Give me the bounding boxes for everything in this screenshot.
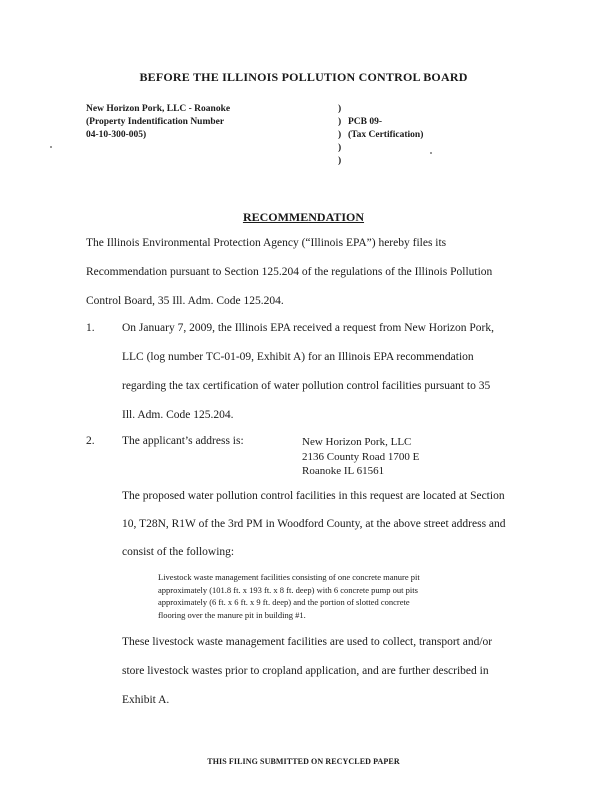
case-type: (Tax Certification) (348, 130, 424, 140)
facility-description (158, 571, 420, 621)
location-line: consist of the following: (122, 546, 235, 558)
item1-line: regarding the tax certification of water pollution control facilities pursuant to 35 (122, 380, 491, 392)
caption-party-line: New Horizon Pork, LLC - Roanoke (86, 104, 231, 114)
caption-party-line: (Property Indentification Number (86, 117, 225, 127)
location-line: The proposed water pollution control facilities in this request are located at Section (122, 490, 505, 502)
closing-line: store livestock wastes prior to cropland application, and are further described in (122, 665, 489, 677)
facility-line: approximately (6 ft. x 6 ft. x 9 ft. deep) and the portion of slotted concrete (158, 597, 410, 607)
facility-line: Livestock waste management facilities consisting of one concrete manure pit (158, 572, 420, 582)
scan-speck (430, 152, 432, 154)
address-label: The applicant’s address is: (122, 435, 244, 447)
section-heading: RECOMMENDATION (242, 210, 365, 224)
scan-speck (50, 146, 52, 148)
facility-line: approximately (101.8 ft. x 193 ft. x 8 ft. deep) with 6 concrete pump out pits (158, 584, 418, 595)
item-number: 2. (86, 435, 95, 447)
item1-line: Ill. Adm. Code 125.204. (122, 409, 234, 421)
address-line: New Horizon Pork, LLC (302, 436, 412, 448)
applicant-address (302, 435, 419, 479)
intro-line: The Illinois Environmental Protection Agency (“Illinois EPA”) hereby files its (86, 237, 447, 249)
caption-party-line: 04-10-300-005) (86, 130, 147, 140)
footer-note: THIS FILING SUBMITTED ON RECYCLED PAPER (207, 757, 400, 766)
intro-line: Control Board, 35 Ill. Adm. Code 125.204. (86, 295, 284, 307)
case-number: PCB 09- (348, 117, 383, 127)
intro-line: Recommendation pursuant to Section 125.204 of the regulations of the Illinois Pollution (86, 266, 493, 278)
caption-paren: ) (338, 143, 342, 153)
address-line: Roanoke IL 61561 (302, 465, 385, 477)
item1-line: On January 7, 2009, the Illinois EPA received a request from New Horizon Pork, (122, 322, 494, 334)
document-title: BEFORE THE ILLINOIS POLLUTION CONTROL BOARD (139, 70, 468, 84)
case-caption-party (86, 103, 230, 142)
caption-paren-column (338, 103, 341, 168)
caption-paren: ) (338, 104, 342, 114)
closing-line: These livestock waste management facilities are used to collect, transport and/or (122, 636, 493, 648)
closing-line: Exhibit A. (122, 694, 170, 706)
address-line: 2136 County Road 1700 E (302, 450, 420, 463)
item-number: 1. (86, 322, 95, 334)
caption-paren: ) (338, 117, 342, 127)
case-caption-number (348, 116, 423, 142)
facility-line: flooring over the manure pit in building #1. (158, 609, 306, 620)
caption-paren: ) (338, 130, 342, 140)
item1-line: LLC (log number TC-01-09, Exhibit A) for an Illinois EPA recommendation (122, 351, 474, 363)
caption-paren: ) (338, 156, 342, 166)
location-line: 10, T28N, R1W of the 3rd PM in Woodford County, at the above street address and (122, 518, 506, 530)
